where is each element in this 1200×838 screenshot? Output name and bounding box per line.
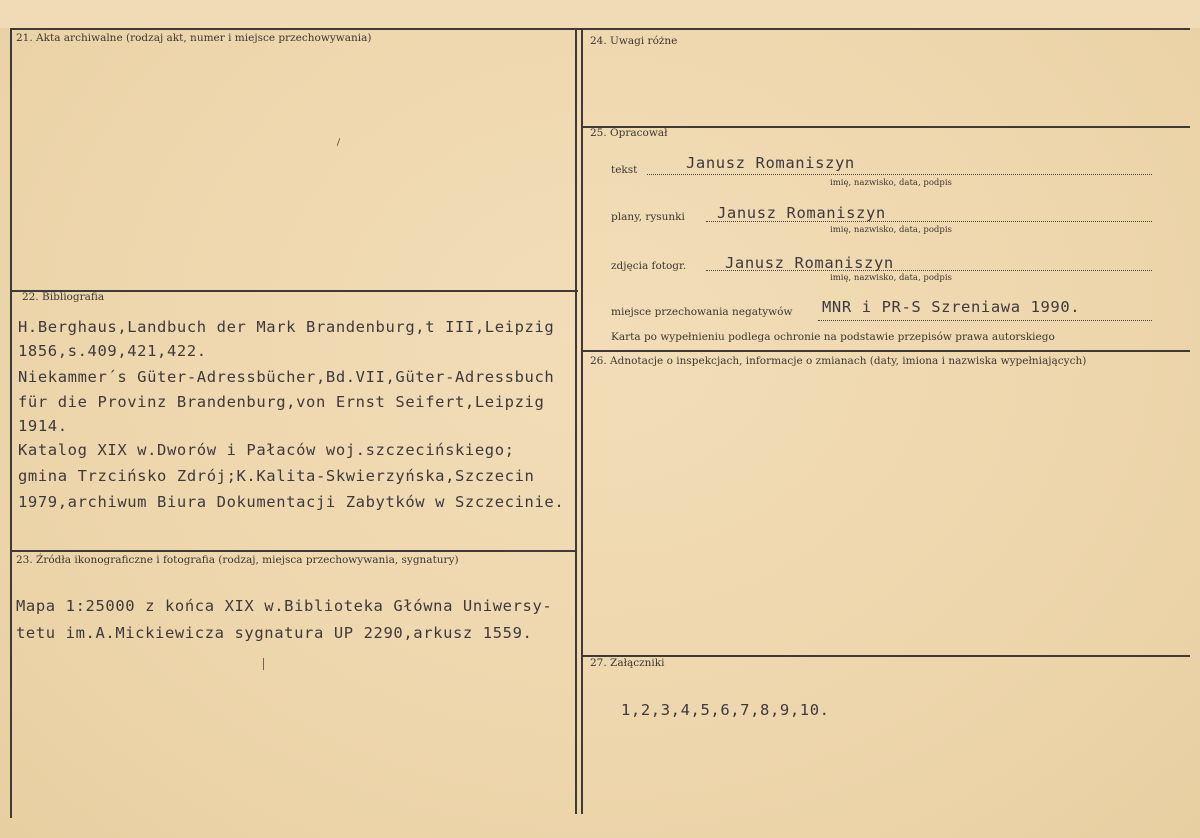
bibliography-line: gmina Trzcińsko Zdrój;K.Kalita-Skwierzyńska,Szczecin [18, 467, 535, 485]
right-column-inner-line [581, 28, 583, 814]
left-border-line [10, 28, 12, 818]
tekst-value: Janusz Romaniszyn [686, 154, 855, 172]
top-strip [0, 0, 1200, 28]
plany-label: plany, rysunki [611, 211, 685, 223]
bibliography-line: 1979,archiwum Biura Dokumentacji Zabytków w Szczecinie. [18, 493, 565, 511]
zdjecia-caption: imię, nazwisko, data, podpis [830, 273, 952, 283]
divider-24-25 [581, 126, 1190, 128]
copyright-note: Karta po wypełnieniu podlega ochronie na podstawie przepisów prawa autorskiego [611, 331, 1055, 343]
tekst-caption: imię, nazwisko, data, podpis [830, 178, 952, 188]
bibliography-line: Katalog XIX w.Dworów i Pałaców woj.szczecińskiego; [18, 441, 515, 459]
section-27-label: 27. Załączniki [590, 657, 665, 669]
section-25-label: 25. Opracował [590, 127, 668, 139]
center-divider-line [575, 28, 577, 814]
zdjecia-value: Janusz Romaniszyn [725, 254, 894, 272]
section-26-label: 26. Adnotacje o inspekcjach, informacje o zmianach (daty, imiona i nazwiska wypełniających) [590, 355, 1087, 367]
attachments-value: 1,2,3,4,5,6,7,8,9,10. [621, 701, 830, 719]
negatywy-value: MNR i PR-S Szreniawa 1990. [822, 298, 1081, 316]
section-23-label: 23. Źródła ikonograficzne i fotografia (rodzaj, miejsca przechowywania, sygnatury) [16, 554, 459, 566]
bibliography-line: H.Berghaus,Landbuch der Mark Brandenburg,t III,Leipzig [18, 318, 555, 336]
plany-caption: imię, nazwisko, data, podpis [830, 225, 952, 235]
negatywy-label: miejsce przechowania negatywów [611, 306, 793, 318]
pen-mark [263, 658, 264, 670]
tekst-label: tekst [611, 164, 638, 176]
bibliography-line: Niekammer´s Güter-Adressbücher,Bd.VII,Güter-Adressbuch [18, 368, 555, 386]
zdjecia-label: zdjęcia fotogr. [611, 260, 687, 272]
divider-26-27 [581, 655, 1190, 657]
section-24-label: 24. Uwagi różne [590, 35, 678, 47]
divider-22-23 [10, 550, 576, 552]
tekst-line [647, 174, 1152, 175]
top-border-line [10, 28, 1190, 30]
pen-mark [337, 138, 341, 146]
divider-25-26 [581, 350, 1190, 352]
bibliography-line: 1856,s.409,421,422. [18, 342, 207, 360]
iconography-line: tetu im.A.Mickiewicza sygnatura UP 2290,arkusz 1559. [16, 624, 533, 642]
negatywy-line [818, 320, 1152, 321]
section-21-label: 21. Akta archiwalne (rodzaj akt, numer i miejsce przechowywania) [16, 32, 372, 44]
iconography-line: Mapa 1:25000 z końca XIX w.Biblioteka Główna Uniwersy- [16, 597, 553, 615]
bibliography-line: 1914. [18, 417, 68, 435]
bibliography-line: für die Provinz Brandenburg,von Ernst Seifert,Leipzig [18, 393, 545, 411]
plany-value: Janusz Romaniszyn [717, 204, 886, 222]
section-22-label: 22. Bibliografia [22, 291, 105, 303]
